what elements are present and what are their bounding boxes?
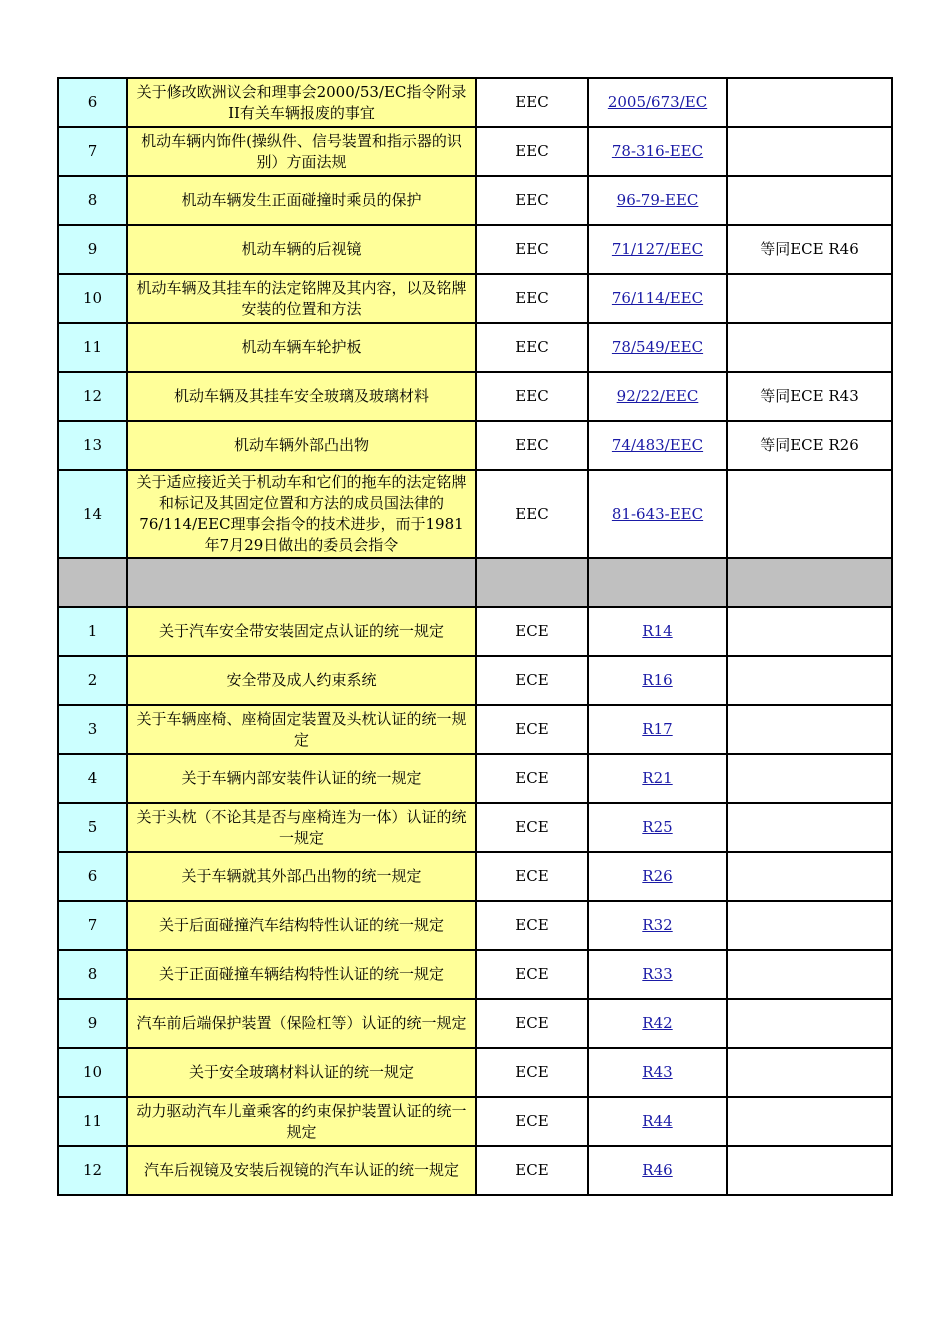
equivalence-note-cell: 等同ECE R26 [727, 421, 892, 470]
section-separator-row [58, 558, 892, 607]
regulation-reference-cell [588, 225, 727, 274]
regulation-reference-cell [588, 274, 727, 323]
equivalence-note-cell [727, 323, 892, 372]
equivalence-note-cell [727, 1097, 892, 1146]
row-number-cell: 6 [58, 78, 127, 127]
table-row [58, 852, 892, 901]
regulation-link[interactable]: R26 [642, 867, 673, 885]
table-row [58, 705, 892, 754]
regulation-title-cell: 关于车辆就其外部凸出物的统一规定 [127, 852, 476, 901]
table-row [58, 901, 892, 950]
regulation-title-cell: 机动车辆内饰件(操纵件、信号装置和指示器的识别）方面法规 [127, 127, 476, 176]
regulation-type-cell: EEC [476, 78, 588, 127]
row-number-cell: 11 [58, 323, 127, 372]
row-number-cell: 7 [58, 901, 127, 950]
row-number-cell: 10 [58, 1048, 127, 1097]
row-number-cell: 6 [58, 852, 127, 901]
regulation-title-cell: 机动车辆发生正面碰撞时乘员的保护 [127, 176, 476, 225]
regulation-title-cell: 汽车后视镜及安装后视镜的汽车认证的统一规定 [127, 1146, 476, 1195]
regulation-title-cell: 安全带及成人约束系统 [127, 656, 476, 705]
regulation-title-cell: 关于汽车安全带安装固定点认证的统一规定 [127, 607, 476, 656]
row-number-cell: 4 [58, 754, 127, 803]
regulation-title-cell: 关于后面碰撞汽车结构特性认证的统一规定 [127, 901, 476, 950]
regulation-link[interactable]: R43 [642, 1063, 673, 1081]
regulation-link[interactable]: 78/549/EEC [611, 338, 704, 356]
regulation-type-cell: EEC [476, 323, 588, 372]
regulation-type-cell: EEC [476, 127, 588, 176]
regulation-title-cell: 机动车辆外部凸出物 [127, 421, 476, 470]
regulation-reference-cell [588, 78, 727, 127]
regulation-reference-cell [588, 705, 727, 754]
table-row [58, 607, 892, 656]
row-number-cell: 13 [58, 421, 127, 470]
row-number-cell: 11 [58, 1097, 127, 1146]
equivalence-note-cell [727, 754, 892, 803]
row-number-cell: 8 [58, 950, 127, 999]
row-number-cell: 9 [58, 999, 127, 1048]
row-number-cell: 5 [58, 803, 127, 852]
regulation-reference-cell [588, 1048, 727, 1097]
table-row [58, 470, 892, 558]
equivalence-note-cell [727, 999, 892, 1048]
regulation-type-cell: ECE [476, 1048, 588, 1097]
equivalence-note-cell [727, 78, 892, 127]
table-row [58, 421, 892, 470]
equivalence-note-cell [727, 127, 892, 176]
row-number-cell: 7 [58, 127, 127, 176]
table-row [58, 656, 892, 705]
regulation-type-cell: ECE [476, 999, 588, 1048]
regulation-type-cell: ECE [476, 1146, 588, 1195]
regulation-link[interactable]: R17 [642, 720, 673, 738]
regulation-link[interactable]: R21 [642, 769, 673, 787]
regulation-reference-cell [588, 1146, 727, 1195]
table-row [58, 1048, 892, 1097]
regulation-reference-cell [588, 470, 727, 558]
equivalence-note-cell [727, 901, 892, 950]
regulation-title-cell: 机动车辆车轮护板 [127, 323, 476, 372]
regulation-link[interactable]: R46 [642, 1161, 673, 1179]
regulation-reference-cell [588, 803, 727, 852]
regulation-title-cell: 汽车前后端保护装置（保险杠等）认证的统一规定 [127, 999, 476, 1048]
regulation-reference-cell [588, 950, 727, 999]
equivalence-note-cell [727, 1146, 892, 1195]
regulation-type-cell: ECE [476, 607, 588, 656]
table-row [58, 754, 892, 803]
regulation-title-cell: 关于车辆内部安装件认证的统一规定 [127, 754, 476, 803]
regulations-table-body [58, 78, 892, 1195]
regulation-link[interactable]: 2005/673/EC [607, 93, 708, 111]
regulation-type-cell: ECE [476, 803, 588, 852]
equivalence-note-cell [727, 1048, 892, 1097]
regulation-title-cell: 关于正面碰撞车辆结构特性认证的统一规定 [127, 950, 476, 999]
regulation-link[interactable]: 76/114/EEC [611, 289, 704, 307]
table-row [58, 127, 892, 176]
table-row [58, 803, 892, 852]
regulation-title-cell: 关于车辆座椅、座椅固定装置及头枕认证的统一规定 [127, 705, 476, 754]
equivalence-note-cell [727, 470, 892, 558]
regulation-reference-cell [588, 754, 727, 803]
regulation-reference-cell [588, 421, 727, 470]
regulation-link[interactable]: R14 [642, 622, 673, 640]
regulation-link[interactable]: 71/127/EEC [611, 240, 704, 258]
table-row [58, 78, 892, 127]
equivalence-note-cell [727, 852, 892, 901]
equivalence-note-cell: 等同ECE R43 [727, 372, 892, 421]
regulation-type-cell: ECE [476, 656, 588, 705]
table-row [58, 950, 892, 999]
separator-cell [58, 558, 127, 607]
regulation-type-cell: ECE [476, 852, 588, 901]
equivalence-note-cell [727, 803, 892, 852]
regulation-type-cell: EEC [476, 225, 588, 274]
regulations-table [57, 77, 893, 1196]
regulation-link[interactable]: 74/483/EEC [611, 436, 704, 454]
regulation-title-cell: 机动车辆及其挂车安全玻璃及玻璃材料 [127, 372, 476, 421]
regulation-type-cell: EEC [476, 176, 588, 225]
regulation-type-cell: EEC [476, 274, 588, 323]
regulation-type-cell: ECE [476, 901, 588, 950]
regulation-reference-cell [588, 901, 727, 950]
table-row [58, 999, 892, 1048]
regulation-type-cell: ECE [476, 950, 588, 999]
table-row [58, 372, 892, 421]
regulation-link[interactable]: R33 [642, 965, 673, 983]
regulation-link[interactable]: R16 [642, 671, 673, 689]
regulation-reference-cell [588, 656, 727, 705]
regulation-link[interactable]: R25 [642, 818, 673, 836]
regulation-reference-cell [588, 323, 727, 372]
row-number-cell: 1 [58, 607, 127, 656]
table-row [58, 274, 892, 323]
regulation-reference-cell [588, 852, 727, 901]
regulation-type-cell: EEC [476, 470, 588, 558]
regulation-reference-cell [588, 372, 727, 421]
regulation-type-cell: ECE [476, 705, 588, 754]
regulation-reference-cell [588, 176, 727, 225]
regulation-link[interactable]: 78-316-EEC [611, 142, 704, 160]
regulation-title-cell: 机动车辆及其挂车的法定铭牌及其内容，以及铭牌安装的位置和方法 [127, 274, 476, 323]
separator-cell [476, 558, 588, 607]
row-number-cell: 12 [58, 372, 127, 421]
equivalence-note-cell [727, 176, 892, 225]
row-number-cell: 10 [58, 274, 127, 323]
regulation-link[interactable]: R42 [642, 1014, 673, 1032]
regulation-reference-cell [588, 1097, 727, 1146]
table-row [58, 1146, 892, 1195]
table-row [58, 225, 892, 274]
equivalence-note-cell: 等同ECE R46 [727, 225, 892, 274]
regulation-title-cell: 动力驱动汽车儿童乘客的约束保护装置认证的统一规定 [127, 1097, 476, 1146]
separator-cell [127, 558, 476, 607]
regulation-reference-cell [588, 607, 727, 656]
regulation-title-cell: 关于安全玻璃材料认证的统一规定 [127, 1048, 476, 1097]
equivalence-note-cell [727, 705, 892, 754]
table-row [58, 176, 892, 225]
equivalence-note-cell [727, 950, 892, 999]
regulation-title-cell: 机动车辆的后视镜 [127, 225, 476, 274]
regulation-type-cell: EEC [476, 421, 588, 470]
regulation-link[interactable]: R44 [642, 1112, 673, 1130]
row-number-cell: 8 [58, 176, 127, 225]
regulation-title-cell: 关于适应接近关于机动车和它们的拖车的法定铭牌和标记及其固定位置和方法的成员国法律的76/114/EEC理事会指令的技术进步，而于1981年7月29日做出的委员会指令 [127, 470, 476, 558]
regulation-link[interactable]: 92/22/EEC [616, 387, 699, 405]
row-number-cell: 14 [58, 470, 127, 558]
row-number-cell: 9 [58, 225, 127, 274]
regulation-type-cell: EEC [476, 372, 588, 421]
equivalence-note-cell [727, 607, 892, 656]
regulation-title-cell: 关于头枕（不论其是否与座椅连为一体）认证的统一规定 [127, 803, 476, 852]
regulation-link[interactable]: 81-643-EEC [611, 504, 704, 523]
regulation-type-cell: ECE [476, 754, 588, 803]
regulation-link[interactable]: 96-79-EEC [616, 191, 699, 209]
table-row [58, 1097, 892, 1146]
equivalence-note-cell [727, 274, 892, 323]
row-number-cell: 2 [58, 656, 127, 705]
row-number-cell: 3 [58, 705, 127, 754]
separator-cell [727, 558, 892, 607]
regulation-title-cell: 关于修改欧洲议会和理事会2000/53/EC指令附录II有关车辆报废的事宜 [127, 78, 476, 127]
separator-cell [588, 558, 727, 607]
equivalence-note-cell [727, 656, 892, 705]
row-number-cell: 12 [58, 1146, 127, 1195]
table-row [58, 323, 892, 372]
regulation-reference-cell [588, 999, 727, 1048]
regulation-link[interactable]: R32 [642, 916, 673, 934]
regulation-reference-cell [588, 127, 727, 176]
regulation-type-cell: ECE [476, 1097, 588, 1146]
